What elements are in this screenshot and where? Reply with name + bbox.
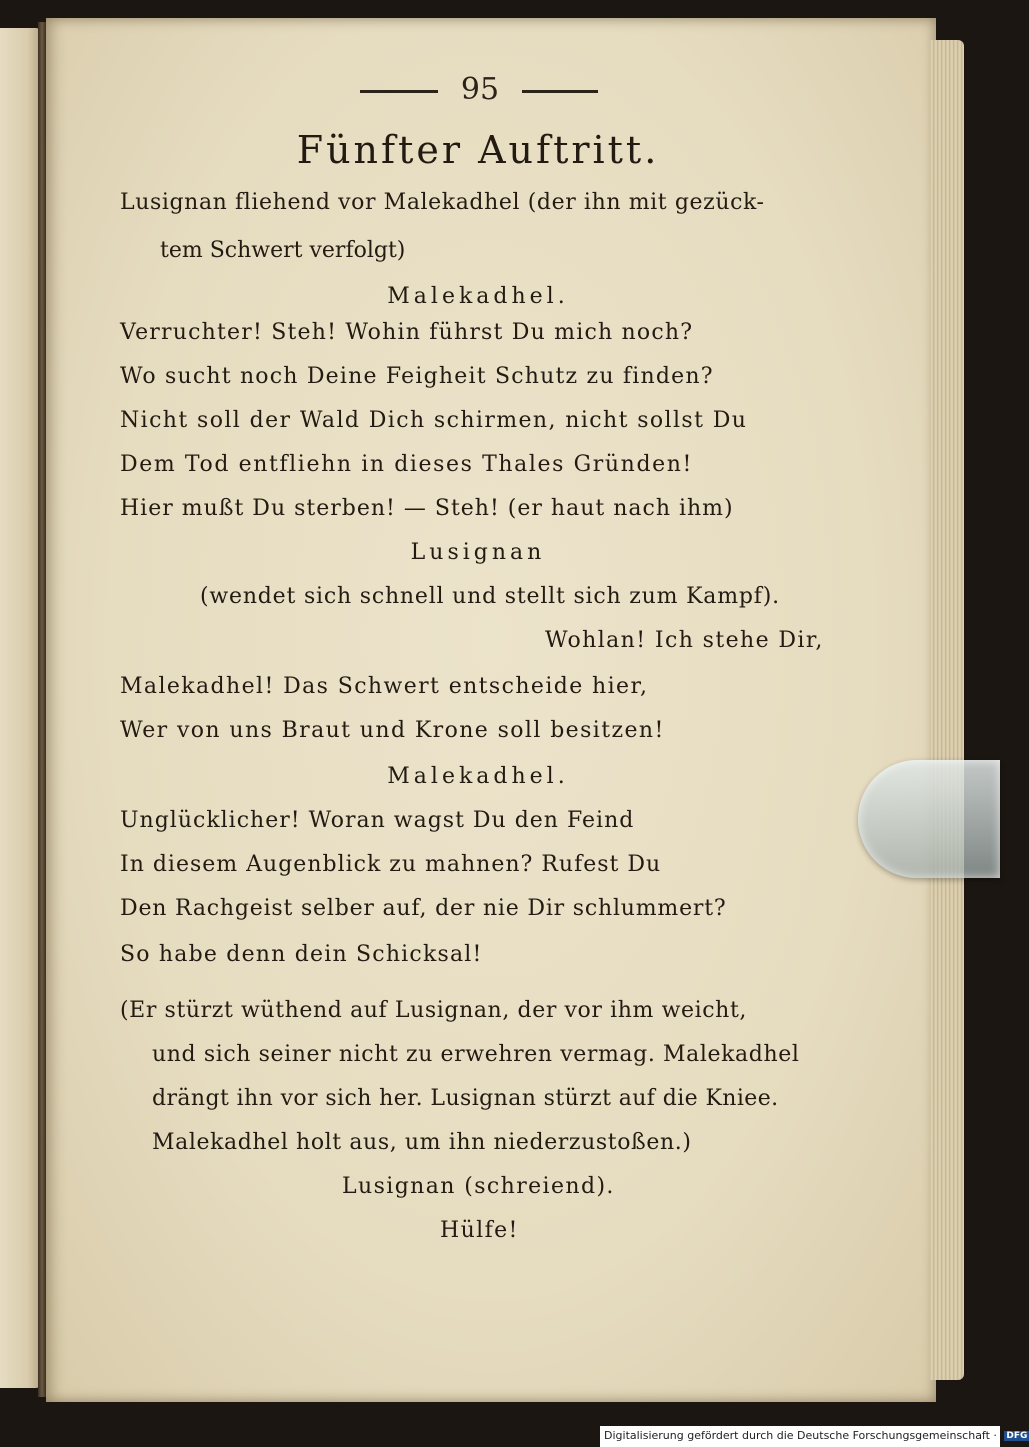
verse-line: Verruchter! Steh! Wohin führst Du mich noch? [120, 320, 694, 345]
stage-direction: Malekadhel holt aus, um ihn niederzustoßen.) [152, 1130, 692, 1155]
book-gutter [38, 22, 46, 1397]
verse-line: Dem Tod entfliehn in dieses Thales Gründen! [120, 452, 693, 477]
stage-direction: (Er stürzt wüthend auf Lusignan, der vor ihm weicht, [120, 998, 747, 1023]
funding-text: Digitalisierung gefördert durch die Deutsche Forschungsgemeinschaft · [604, 1429, 997, 1442]
left-page-edge [0, 28, 40, 1388]
speaker-name: Malekadhel. [387, 764, 569, 789]
stage-direction: und sich seiner nicht zu erwehren vermag. Malekadhel [152, 1042, 800, 1067]
stage-direction: (wendet sich schnell und stellt sich zum Kampf). [200, 584, 780, 609]
speaker-name: Lusignan [410, 540, 546, 565]
page-number: 95 [460, 72, 500, 107]
verse-line: Wo sucht noch Deine Feigheit Schutz zu finden? [120, 364, 714, 389]
verse-line: Unglücklicher! Woran wagst Du den Feind [120, 808, 635, 833]
verse-line: So habe denn dein Schicksal! [120, 942, 483, 967]
stage-direction: Lusignan fliehend vor Malekadhel (der ihn mit gezück- [120, 190, 765, 215]
page-header [360, 72, 600, 112]
verse-line: Hier mußt Du sterben! — Steh! (er haut nach ihm) [120, 496, 734, 521]
stage-direction: drängt ihn vor sich her. Lusignan stürzt auf die Kniee. [152, 1086, 779, 1111]
verse-line: In diesem Augenblick zu mahnen? Rufest Du [120, 852, 662, 877]
dfg-logo-icon: DFG [1006, 1431, 1028, 1441]
verse-line: Malekadhel! Das Schwert entscheide hier, [120, 674, 649, 699]
page-stack-edge [930, 40, 964, 1380]
verse-line: Wer von uns Braut und Krone soll besitzen! [120, 718, 665, 743]
speaker-name: Lusignan (schreiend). [342, 1174, 615, 1199]
header-rule-left [360, 90, 438, 93]
verse-line: Nicht soll der Wald Dich schirmen, nicht sollst Du [120, 408, 748, 433]
verse-line: Den Rachgeist selber auf, der nie Dir schlummert? [120, 896, 727, 921]
funding-footer [604, 1429, 1029, 1442]
verse-line: Hülfe! [440, 1218, 519, 1243]
verse-line: Wohlan! Ich stehe Dir, [545, 628, 824, 653]
scene-title: Fünfter Auftritt. [296, 128, 660, 172]
stage-direction: tem Schwert verfolgt) [160, 238, 406, 263]
header-rule-right [522, 90, 598, 93]
speaker-name: Malekadhel. [387, 284, 569, 309]
